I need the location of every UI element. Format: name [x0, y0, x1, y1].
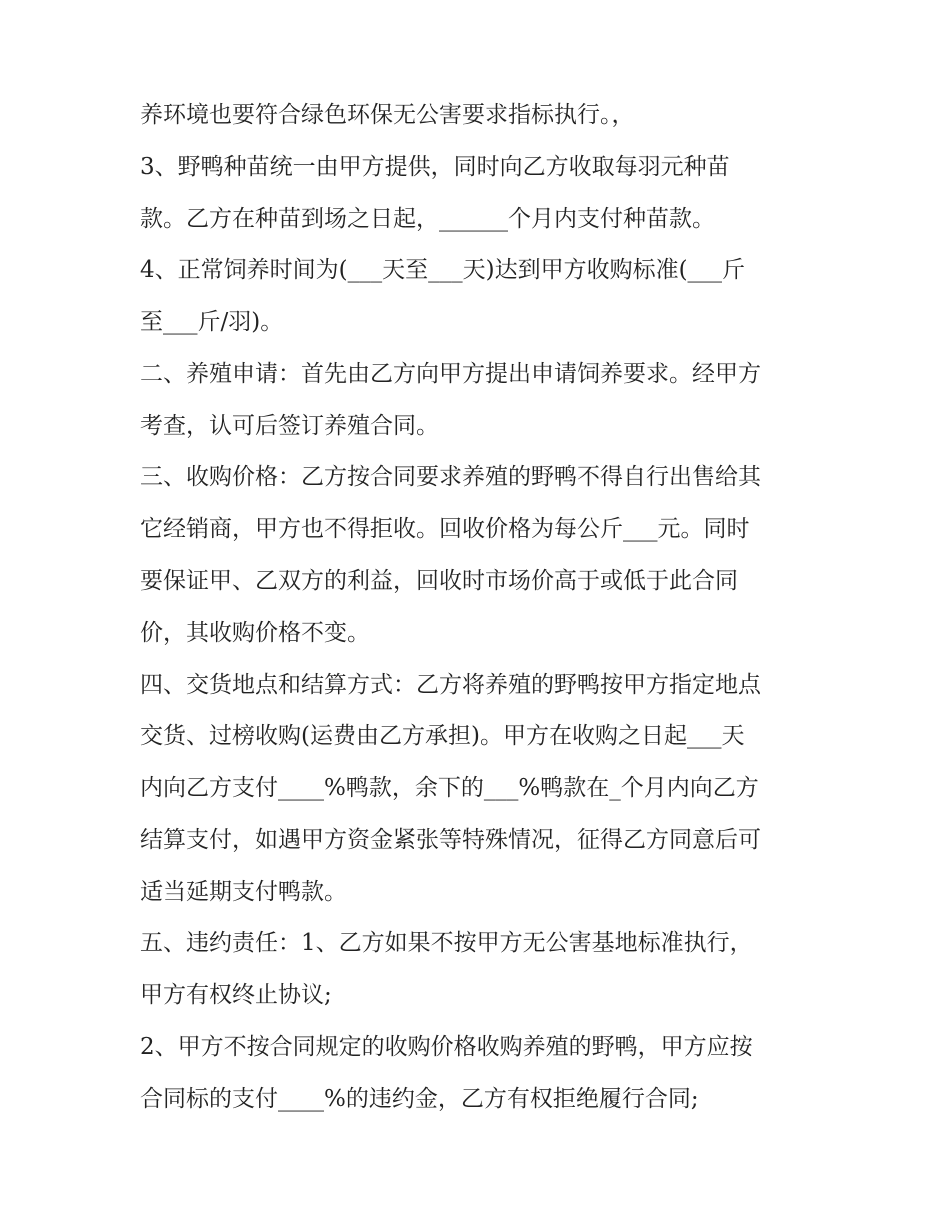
- text-line: 要保证甲、乙双方的利益，回收时市场价高于或低于此合同: [140, 568, 738, 594]
- text-line: 四、交货地点和结算方式：乙方将养殖的野鸭按甲方指定地点: [140, 672, 761, 698]
- text-line: 甲方有权终止协议;: [140, 982, 332, 1008]
- text-line: 适当延期支付鸭款。: [140, 879, 347, 905]
- text-line: 结算支付，如遇甲方资金紧张等特殊情况，征得乙方同意后可: [140, 827, 761, 853]
- text-line: 内向乙方支付____%鸭款，余下的___%鸭款在_个月内向乙方: [140, 775, 759, 801]
- text-line: 考查，认可后签订养殖合同。: [140, 413, 439, 439]
- text-line: 养环境也要符合绿色环保无公害要求指标执行。，: [140, 102, 635, 128]
- text-line: 五、违约责任：1、乙方如果不按甲方无公害基地标准执行，: [140, 930, 753, 956]
- text-line: 三、收购价格：乙方按合同要求养殖的野鸭不得自行出售给其: [140, 464, 761, 490]
- text-line: 3、野鸭种苗统一由甲方提供，同时向乙方收取每羽元种苗: [140, 154, 730, 180]
- text-line: 4、正常饲养时间为(___天至___天)达到甲方收购标准(___斤: [140, 257, 746, 283]
- text-line: 价，其收购价格不变。: [140, 620, 370, 646]
- text-line: 合同标的支付____%的违约金，乙方有权拒绝履行合同;: [140, 1086, 699, 1112]
- text-line: 交货、过榜收购(运费由乙方承担)。甲方在收购之日起___天: [140, 723, 745, 749]
- text-line: 2、甲方不按合同规定的收购价格收购养殖的野鸭，甲方应按: [140, 1034, 753, 1060]
- text-line: 二、养殖申请：首先由乙方向甲方提出申请饲养要求。经甲方: [140, 361, 761, 387]
- text-line: 款。乙方在种苗到场之日起，______个月内支付种苗款。: [140, 206, 715, 232]
- text-line: 至___斤/羽)。: [140, 309, 284, 335]
- text-line: 它经销商，甲方也不得拒收。回收价格为每公斤___元。同时: [140, 516, 750, 542]
